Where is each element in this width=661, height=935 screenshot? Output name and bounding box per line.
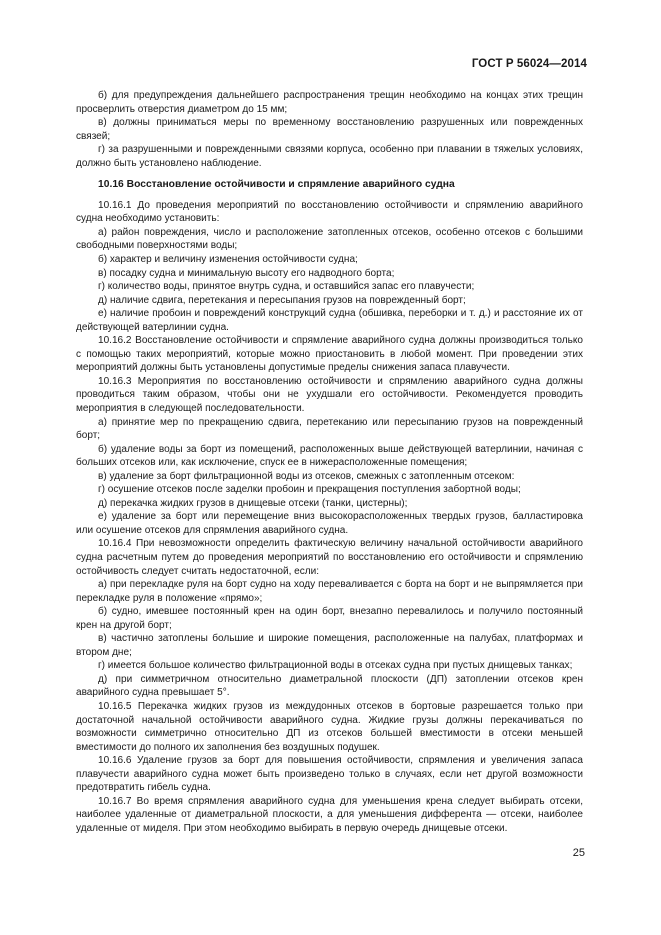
page-number: 25	[572, 847, 585, 859]
paragraph: 10.16.4 При невозможности определить фактическую величину начальной остойчивости аварийного судна расчетным путем до проведения мероприятий по восстановлению его остойчивости и спрямлению остойчивость следует считать недостаточной, если:	[76, 538, 583, 577]
list-item: г) имеется большое количество фильтрационной воды в отсеках судна при пустых днищевых танках;	[98, 660, 573, 672]
paragraph: 10.16.2 Восстановление остойчивости и спрямление аварийного судна должны производиться только с помощью таких мероприятий, которые можно приостановить в любой момент. При проведении этих мероприятий должны быть установлены допустимые пределы снижения запаса плавучести.	[76, 335, 583, 374]
list-item: в) удаление за борт фильтрационной воды из отсеков, смежных с затопленным отсеком:	[98, 470, 515, 482]
list-item: е) удаление за борт или перемещение вниз высокорасположенных твердых грузов, балластировка или осушение отсеков для спрямления аварийного судна.	[76, 511, 583, 536]
paragraph: 10.16.7 Во время спрямления аварийного судна для уменьшения крена следует выбирать отсеки, наиболее удаленные от диаметральной плоскости, а для уменьшения дифферента — отсеки, наиболее удаленные от миделя. При этом необходимо выбирать в первую очередь днищевые отсеки.	[76, 795, 583, 834]
list-item: д) при симметричном относительно диаметральной плоскости (ДП) затоплении отсеков крен аварийного судна превышает 5°.	[76, 673, 583, 699]
list-item: б) удаление воды за борт из помещений, расположенных выше действующей ватерлинии, начиная с больших отсеков или, как исключение, спуск ее в нижерасположенные помещения;	[76, 443, 583, 469]
paragraph: 10.16.6 Удаление грузов за борт для повышения остойчивости, спрямления и увеличения запаса плавучести аварийного судна может быть произведено только в случаях, если нет другой возможности предотвратить гибель судна.	[76, 755, 583, 794]
paragraph: г) за разрушенными и поврежденными связями корпуса, особенно при плавании в тяжелых условиях, должно быть установлено наблюдение.	[76, 144, 583, 169]
paragraph: в) должны приниматься меры по временному восстановлению разрушенных или поврежденных связей;	[76, 117, 583, 142]
list-item: а) при перекладке руля на борт судно на ходу переваливается с борта на борт и не выпрямляется при перекладке руля в положение «прямо»;	[76, 579, 583, 604]
list-item: д) перекачка жидких грузов в днищевые отсеки (танки, цистерны);	[98, 497, 408, 509]
list-item: г) осушение отсеков после заделки пробоин и прекращения поступления забортной воды;	[98, 484, 521, 496]
standard-code-header: ГОСТ Р 56024—2014	[471, 58, 587, 70]
list-item: в) посадку судна и минимальную высоту его надводного борта;	[98, 267, 395, 279]
section-heading: 10.16 Восстановление остойчивости и спрямление аварийного судна	[98, 179, 455, 191]
document-body	[76, 89, 583, 835]
list-item: а) принятие мер по прекращению сдвига, перетеканию или пересыпанию грузов на поврежденный борт;	[76, 416, 583, 442]
list-item: в) частично затоплены большие и широкие помещения, расположенные на палубах, платформах и втором дне;	[76, 633, 583, 658]
list-item: д) наличие сдвига, перетекания и пересыпания грузов на поврежденный борт;	[98, 294, 466, 306]
list-item: е) наличие пробоин и повреждений конструкций судна (обшивка, переборки и т. д.) и расстояние их от действующей ватерлинии судна.	[76, 308, 583, 333]
paragraph: 10.16.5 Перекачка жидких грузов из междудонных отсеков в бортовые разрешается только при достаточной начальной остойчивости аварийного судна. Жидкие грузы должны перекачиваться по возможности симметрично относительно ДП из отсеков большей вместимости в отсеки меньшей вместимости до полного их заполнения без воздушных подушек.	[76, 701, 583, 753]
paragraph: 10.16.1 До проведения мероприятий по восстановлению остойчивости и спрямлению аварийного судна необходимо установить:	[76, 199, 583, 225]
list-item: б) характер и величину изменения остойчивости судна;	[98, 253, 358, 265]
paragraph: 10.16.3 Мероприятия по восстановлению остойчивости и спрямлению аварийного судна должны проводиться таким образом, чтобы они не ухудшали его остойчивости. Рекомендуется проводить мероприятия в следующей последовательности.	[76, 375, 583, 414]
paragraph: б) для предупреждения дальнейшего распространения трещин необходимо на концах этих трещин просверлить отверстия диаметром до 15 мм;	[76, 90, 583, 115]
list-item: б) судно, имевшее постоянный крен на один борт, внезапно перевалилось и получило постоянный крен на другой борт;	[76, 606, 583, 631]
list-item: а) район повреждения, число и расположение затопленных отсеков, особенно отсеков с большими свободными поверхностями воды;	[76, 226, 583, 252]
list-item: г) количество воды, принятое внутрь судна, и оставшийся запас его плавучести;	[98, 281, 475, 293]
